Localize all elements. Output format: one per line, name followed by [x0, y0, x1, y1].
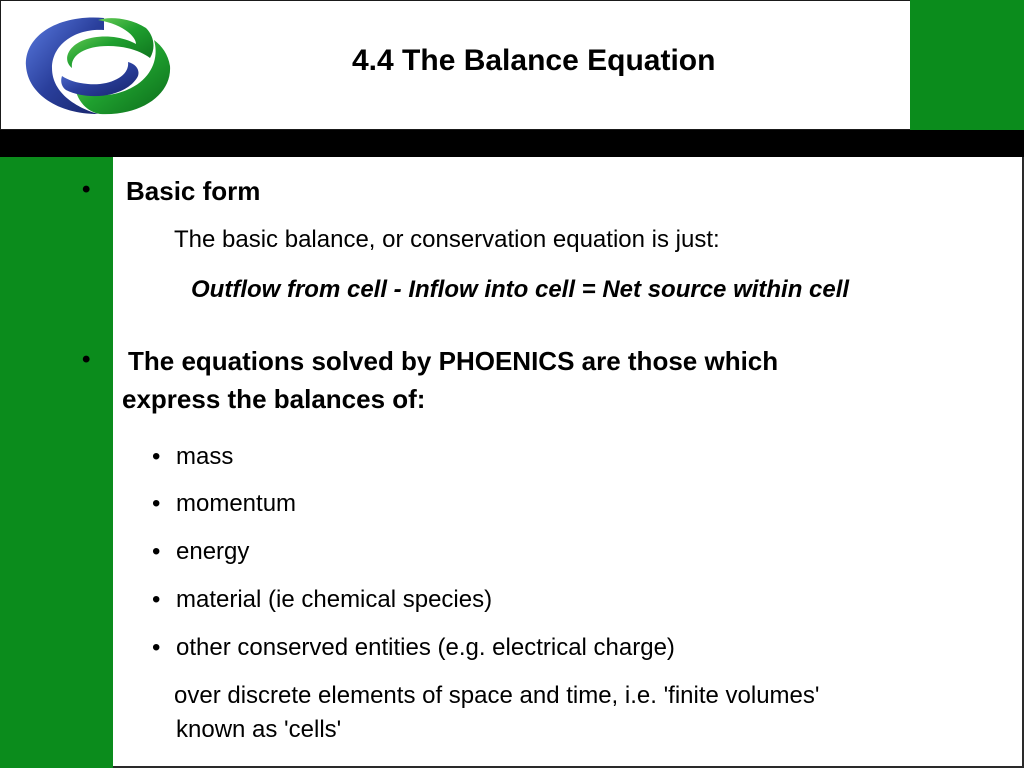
- sub-bullet: •: [152, 490, 161, 517]
- slide-header: [0, 0, 1024, 130]
- closing-text-line1: over discrete elements of space and time, i.e. 'finite volumes': [174, 682, 820, 709]
- sub-bullet: •: [152, 586, 161, 613]
- sub-bullet: •: [152, 443, 161, 470]
- slide-title: 4.4 The Balance Equation: [352, 44, 716, 77]
- bullet-basic-form: •: [82, 176, 91, 203]
- heading-equations-line1: The equations solved by PHOENICS are those which: [128, 346, 779, 376]
- list-item-energy: energy: [176, 538, 250, 565]
- list-item-other-entities: other conserved entities (e.g. electrical charge): [176, 634, 675, 661]
- left-green-sidebar: [0, 157, 113, 768]
- header-divider-band: [0, 130, 1024, 157]
- list-item-momentum: momentum: [176, 490, 297, 517]
- bullet-equations: •: [82, 346, 91, 373]
- sub-bullet: •: [152, 538, 161, 565]
- swoosh-logo-icon: [18, 10, 178, 120]
- balance-equation: Outflow from cell - Inflow into cell = Net source within cell: [191, 276, 850, 303]
- header-green-block: [910, 0, 1024, 130]
- list-item-mass: mass: [176, 443, 234, 470]
- list-item-material: material (ie chemical species): [176, 586, 493, 613]
- heading-equations-line2: express the balances of:: [122, 384, 426, 414]
- closing-text-line2: known as 'cells': [176, 716, 342, 743]
- sub-bullet: •: [152, 634, 161, 661]
- intro-text: The basic balance, or conservation equation is just:: [174, 226, 720, 253]
- heading-basic-form: Basic form: [126, 176, 261, 206]
